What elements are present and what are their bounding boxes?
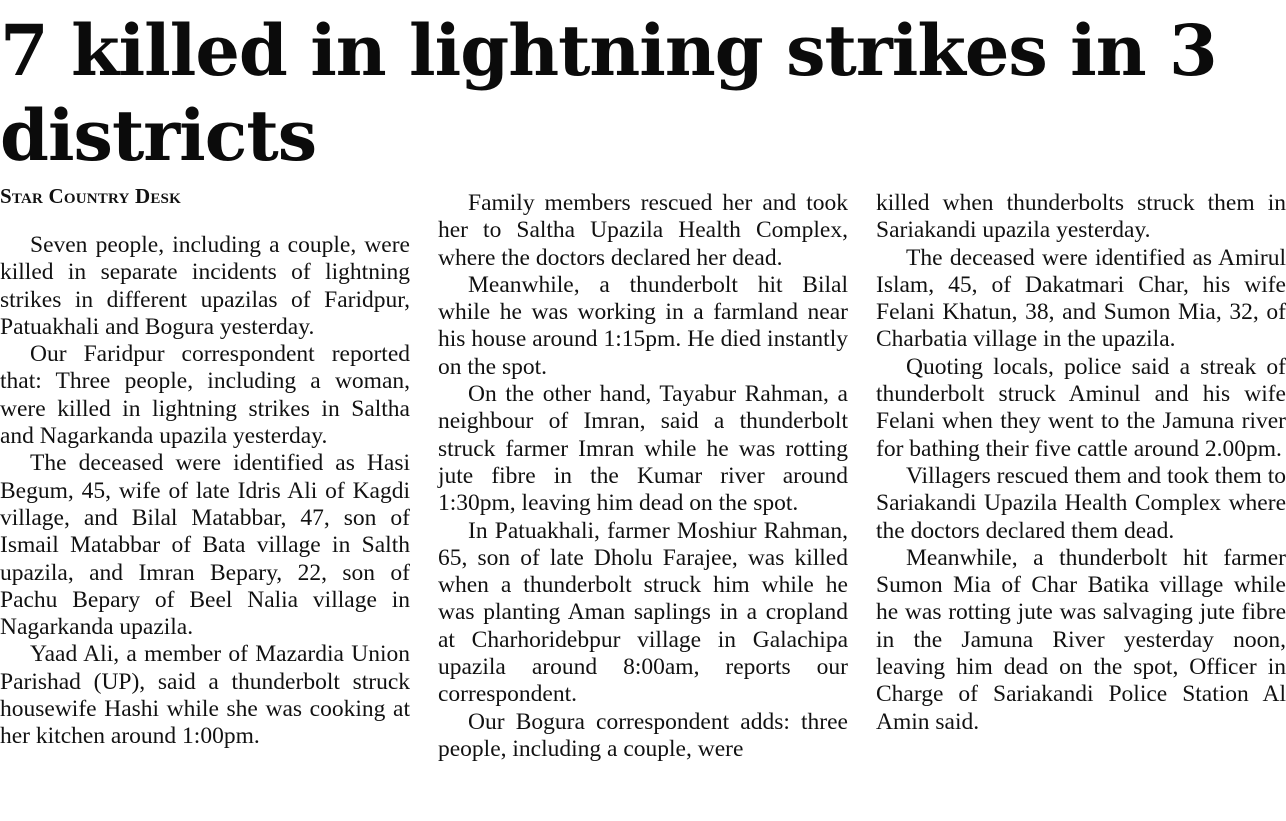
paragraph: Our Bogura correspondent adds: three people, including a couple, were (438, 708, 848, 762)
paragraph: On the other hand, Tayabur Rahman, a neighbour of Imran, said a thunderbolt struck farmer Imran while he was rotting jute fibre in the Kumar river around 1:30pm, leaving him dead on the spot. (438, 381, 848, 517)
paragraph: Meanwhile, a thunderbolt hit farmer Sumon Mia of Char Batika village while he was rotting jute was salvaging jute fibre in the Jamuna River yesterday noon, leaving him dead on the spot, Officer in Charge of Sariakandi Police Station Al Amin said. (876, 544, 1286, 735)
paragraph: Meanwhile, a thunderbolt hit Bilal while he was working in a farmland near his house around 1:15pm. He died instantly on the spot. (438, 271, 848, 380)
article-column-3 (876, 190, 1286, 736)
headline: 7 killed in lightning strikes in 3 districts (0, 9, 1217, 177)
paragraph: Villagers rescued them and took them to Sariakandi Upazila Health Complex where the doctors declared them dead. (876, 462, 1286, 544)
article-column-1 (0, 232, 410, 751)
byline: Star Country Desk (0, 184, 181, 208)
paragraph: Family members rescued her and took her to Saltha Upazila Health Complex, where the doctors declared her dead. (438, 190, 848, 271)
paragraph: In Patuakhali, farmer Moshiur Rahman, 65, son of late Dholu Farajee, was killed when a thunderbolt struck him while he was planting Aman saplings in a cropland at Charhoridebpur village in Galachipa upazila around 8:00am, reports our correspondent. (438, 517, 848, 708)
paragraph-continued: killed when thunderbolts struck them in Sariakandi upazila yesterday. (876, 190, 1286, 244)
paragraph: Yaad Ali, a member of Mazardia Union Parishad (UP), said a thunderbolt struck housewife Hashi while she was cooking at her kitchen around 1:00pm. (0, 641, 410, 750)
paragraph: Quoting locals, police said a streak of thunderbolt struck Aminul and his wife Felani when they went to the Jamuna river for bathing their five cattle around 2.00pm. (876, 353, 1286, 462)
paragraph: Seven people, including a couple, were killed in separate incidents of lightning strikes in different upazilas of Faridpur, Patuakhali and Bogura yesterday. (0, 232, 410, 340)
paragraph: Our Faridpur correspondent reported that: Three people, including a woman, were killed in lightning strikes in Saltha and Nagarkanda upazila yesterday. (0, 341, 410, 450)
paragraph: The deceased were identified as Amirul Islam, 45, of Dakatmari Char, his wife Felani Khatun, 38, and Sumon Mia, 32, of Charbatia village in the upazila. (876, 244, 1286, 353)
article-column-2 (438, 190, 848, 763)
paragraph: The deceased were identified as Hasi Begum, 45, wife of late Idris Ali of Kagdi village, and Bilal Matabbar, 47, son of Ismail Matabbar of Bata village in Salth upazila, and Imran Bepary, 22, son of Pachu Bepary of Beel Nalia village in Nagarkanda upazila. (0, 450, 410, 641)
